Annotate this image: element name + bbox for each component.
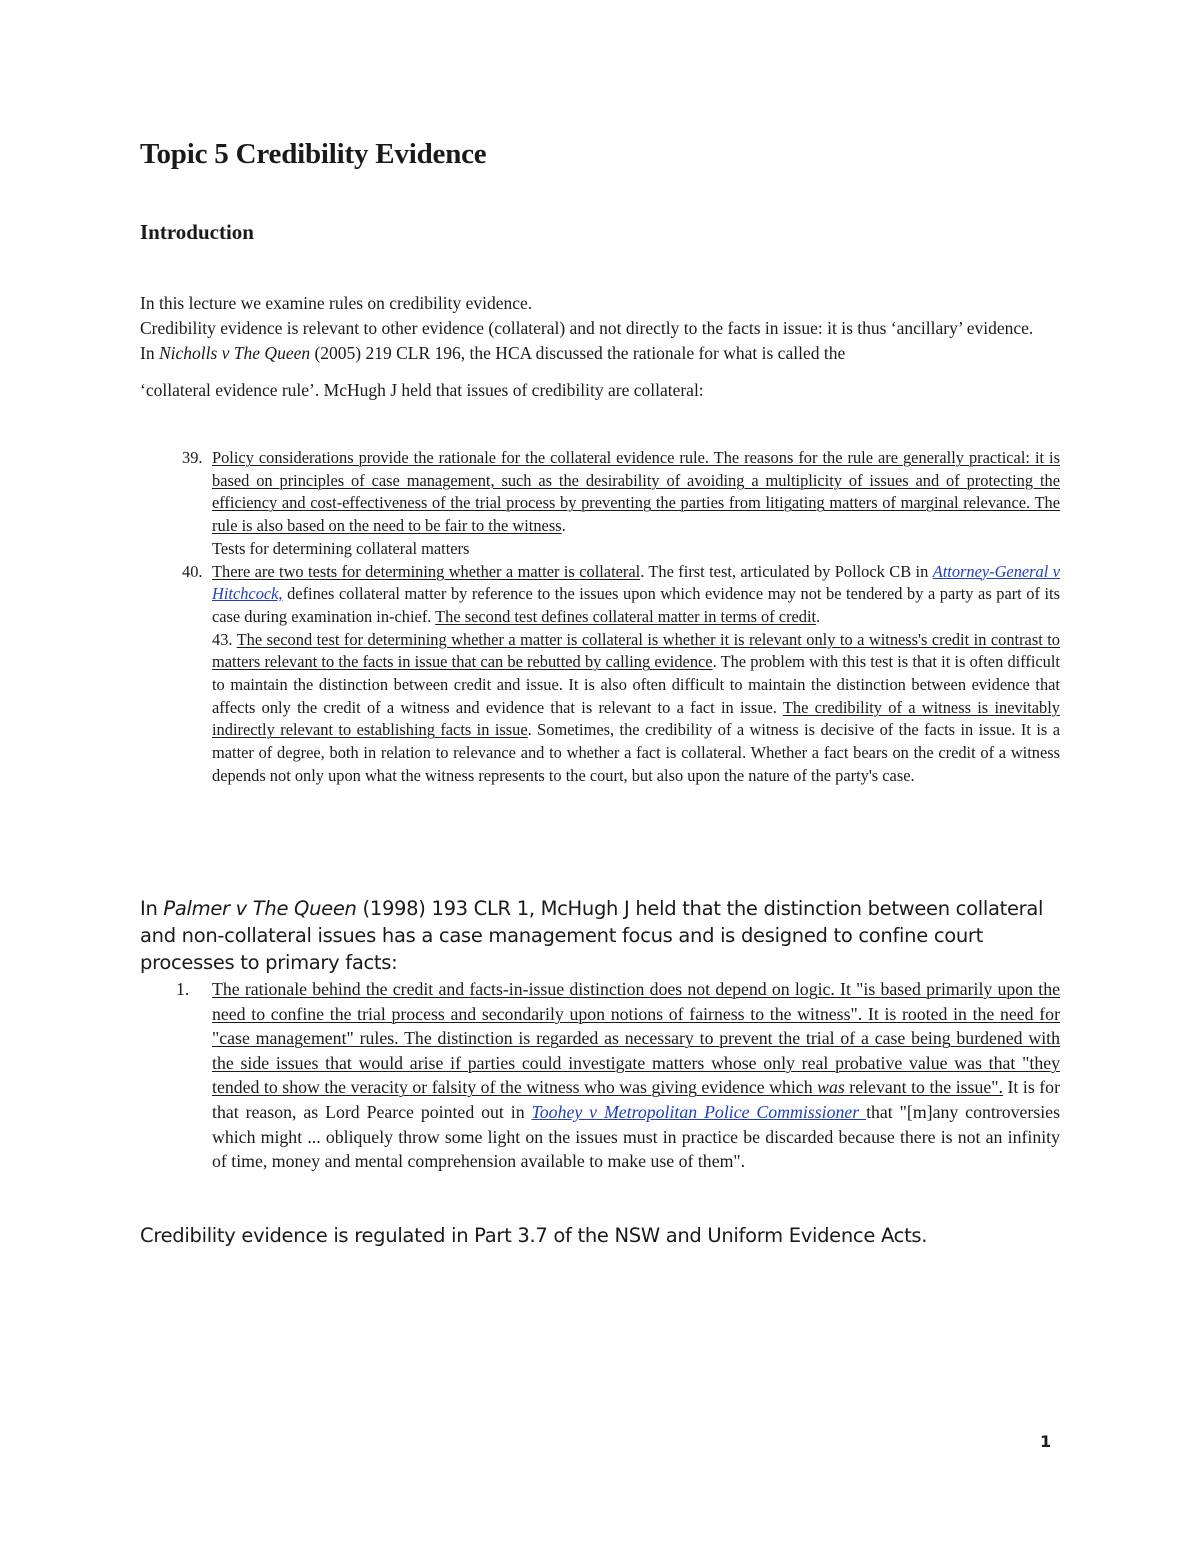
case-name-nicholls: Nicholls v The Queen <box>158 343 311 363</box>
item-number: 39. <box>182 448 203 467</box>
intro-paragraph-4: ‘collateral evidence rule’. McHugh J held that issues of credibility are collateral: <box>140 380 704 400</box>
item-number: 40. <box>182 561 203 581</box>
palmer-quote <box>140 977 1060 1174</box>
quote-item-40: 40. There are two tests for determining whether a matter is collateral. The first test, articulated by Pollock CB in Attorney-General v Hitchcock, defines collateral matter by reference to the issues upon which evidence may not be tendered by a party as part of its case during examination in-chief. The second test defines collateral matter in terms of credit. <box>182 561 1060 626</box>
quote-item-39: 39. Policy considerations provide the rationale for the collateral evidence rule. The reasons for the rule are generally practical: it is based on principles of case management, such as the desirability of avoiding a multiplicity of issues and of protecting the efficiency and cost-effectiveness of the trial process by preventing the parties from litigating matters of marginal relevance. The rule is also based on the need to be fair to the witness. <box>182 448 1060 536</box>
page-number: 1 <box>1040 1432 1052 1451</box>
item-number: 1. <box>176 979 190 999</box>
quote-subheading: Tests for determining collateral matters <box>212 538 470 558</box>
intro-section <box>140 291 1058 403</box>
intro-paragraph-3: In Nicholls v The Queen (2005) 219 CLR 196, the HCA discussed the rationale for what is called the <box>140 343 846 363</box>
nicholls-quote <box>140 447 1060 788</box>
item-number: 43. <box>212 629 237 649</box>
closing-paragraph: Credibility evidence is regulated in Part 3.7 of the NSW and Uniform Evidence Acts. <box>140 1224 928 1247</box>
quote-item-1: 1. The rationale behind the credit and facts-in-issue distinction does not depend on logic. It "is based primarily upon the need to confine the trial process and secondarily upon notions of fairness to the witness". It is rooted in the need for "case management" rules. The distinction is regarded as necessary to prevent the trial of a case being burdened with the side issues that would arise if parties could investigate matters whose only real probative value was that "they tended to show the veracity or falsity of the witness who was giving evidence which was relevant to the issue". It is for that reason, as Lord Pearce pointed out in Toohey v Metropolitan Police Commissioner that "[m]any controversies which might ... obliquely throw some light on the issues must in practice be discarded because there is not an infinity of time, money and mental comprehension available to make use of them". <box>176 979 1060 1172</box>
case-name-palmer: Palmer v The Queen <box>163 897 357 920</box>
intro-paragraph-2: Credibility evidence is relevant to other evidence (collateral) and not directly to the facts in issue: it is thus ‘ancillary’ evidence. <box>140 318 1034 338</box>
case-link-attorney-general-v-hitchcock[interactable]: Attorney-General v Hitchcock, <box>212 561 1060 604</box>
intro-paragraph-1: In this lecture we examine rules on credibility evidence. <box>140 293 533 313</box>
case-link-toohey-v-metropolitan-police-commissioner[interactable]: Toohey v Metropolitan Police Commissioner <box>531 1101 867 1122</box>
quote-item-43: 43. The second test for determining whether a matter is collateral is whether it is relevant only to a witness's credit in contrast to matters relevant to the facts in issue that can be rebutted by calling evidence. The problem with this test is that it is often difficult to maintain the distinction between credit and issue. It is also often difficult to maintain the distinction between evidence that affects only the credit of a witness and evidence that is relevant to a fact in issue. The credibility of a witness is inevitably indirectly relevant to establishing facts in issue. Sometimes, the credibility of a witness is decisive of the facts in issue. It is a matter of degree, both in relation to relevance and to whether a fact is collateral. Whether a fact bears on the credit of a witness depends not only upon what the witness represents to the court, but also upon the nature of the party's case. <box>212 629 1060 785</box>
palmer-paragraph: In Palmer v The Queen (1998) 193 CLR 1, McHugh J held that the distinction between collateral and non-collateral issues has a case management focus and is designed to confine court processes to primary facts: <box>140 897 1044 974</box>
page-title: Topic 5 Credibility Evidence <box>140 138 487 170</box>
section-heading-introduction: Introduction <box>140 220 254 244</box>
